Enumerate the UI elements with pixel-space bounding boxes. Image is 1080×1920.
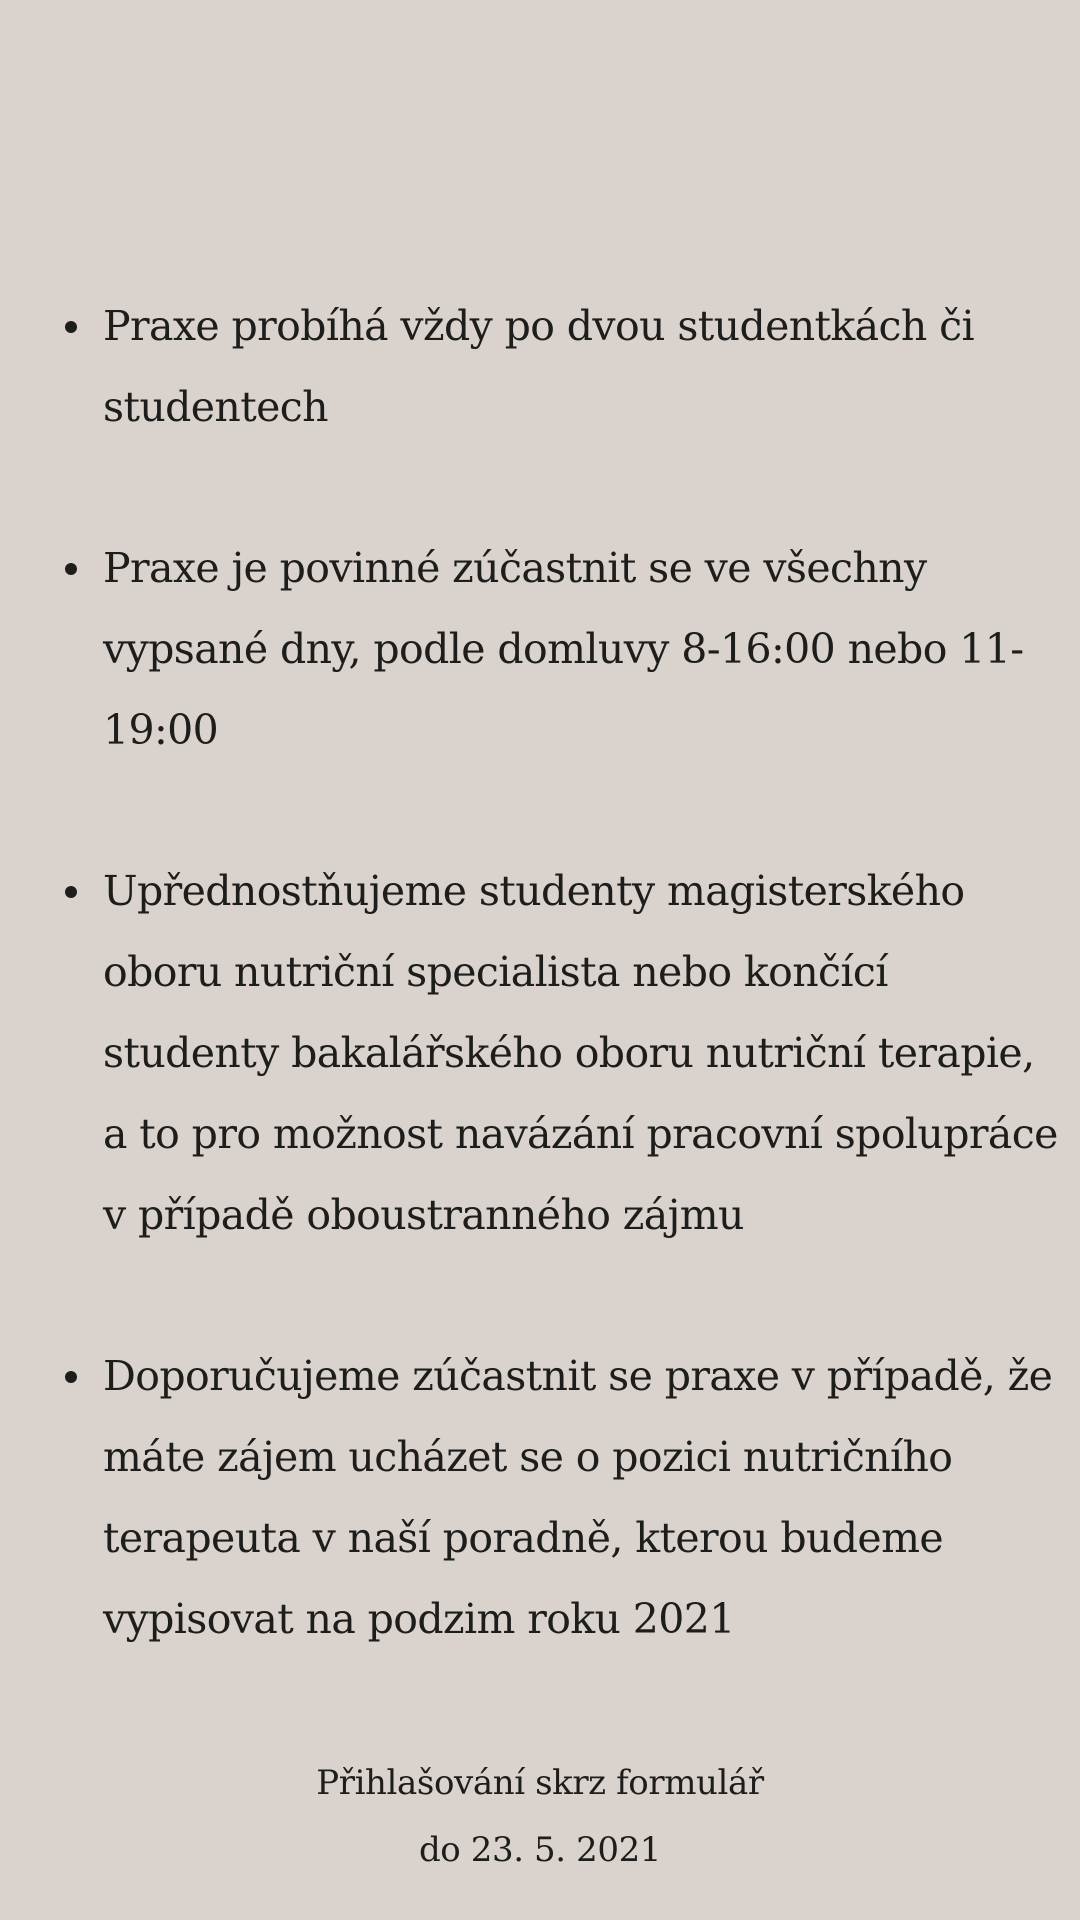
list-item-text: Doporučujeme zúčastnit se praxe v případě, že máte zájem ucházet se o pozici nutričního terapeuta v naší poradně, kterou budeme vypisovat na podzim roku 2021: [103, 1352, 1053, 1643]
registration-note-line1: Přihlašování skrz formulář: [316, 1763, 764, 1803]
list-item-text: Praxe probíhá vždy po dvou studentkách či studentech: [103, 302, 974, 431]
bullet-icon: [65, 886, 77, 898]
bullet-icon: [65, 563, 77, 575]
list-item: [0, 528, 1080, 771]
list-item: [0, 851, 1080, 1256]
bullet-icon: [65, 321, 77, 333]
list-item: [0, 1336, 1080, 1660]
registration-deadline: do 23. 5. 2021: [418, 1830, 662, 1870]
list-item: [0, 286, 1080, 448]
bullet-icon: [65, 1371, 77, 1383]
registration-note: [0, 1750, 1080, 1884]
list-item-text: Upřednostňujeme studenty magisterského oboru nutriční specialista nebo končící studenty bakalářského oboru nutriční terapie, a to pro možnost navázání pracovní spolupráce v případě oboustranného zájmu: [103, 867, 1058, 1239]
list-item-text: Praxe je povinné zúčastnit se ve všechny vypsané dny, podle domluvy 8-16:00 nebo 11-19:00: [103, 544, 1024, 754]
requirements-list: [0, 286, 1080, 1740]
